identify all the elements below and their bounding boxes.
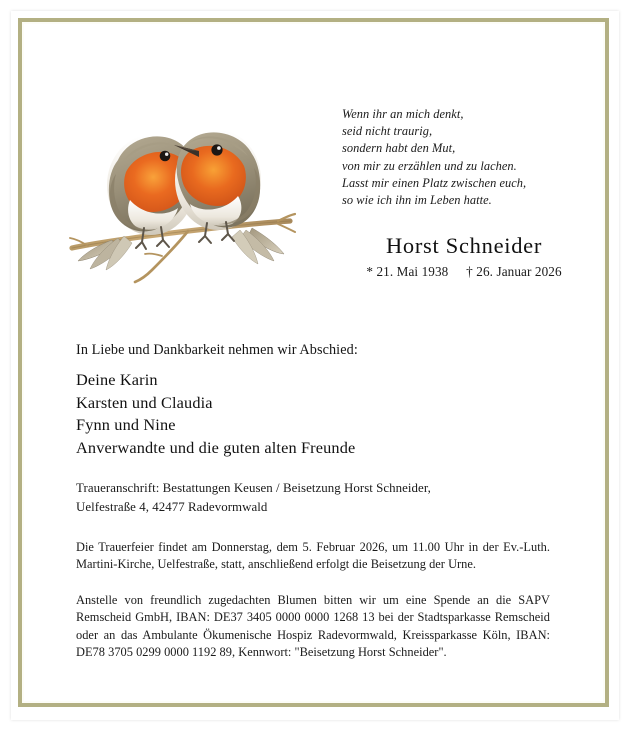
robins-illustration bbox=[66, 88, 296, 284]
deceased-name-block bbox=[330, 232, 598, 280]
deceased-name: Horst Schneider bbox=[385, 233, 543, 258]
poem-line-4: von mir zu erzählen und zu lachen. bbox=[342, 158, 517, 173]
mourning-address-line-2: Uelfestraße 4, 42477 Radevormwald bbox=[76, 499, 268, 514]
survivor-line: Fynn und Nine bbox=[76, 415, 176, 435]
survivor-line: Karsten und Claudia bbox=[76, 392, 213, 412]
poem-line-5: Lasst mir einen Platz zwischen euch, bbox=[342, 175, 527, 190]
survivor-line: Deine Karin bbox=[76, 370, 158, 389]
poem-line-2: seid nicht traurig, bbox=[342, 124, 433, 139]
survivors-list bbox=[76, 369, 355, 459]
survivor-line: Anverwandte und die guten alten Freunde bbox=[76, 437, 356, 457]
life-dates bbox=[330, 264, 598, 280]
robin-right bbox=[174, 130, 284, 264]
birth-date: 21. Mai 1938 bbox=[376, 264, 449, 279]
poem-line-1: Wenn ihr an mich denkt, bbox=[342, 107, 464, 121]
poem-line-6: so wie ich ihn im Leben hatte. bbox=[342, 193, 492, 208]
birth-symbol: * bbox=[366, 264, 374, 279]
mourning-address-line-1: Traueranschrift: Bestattungen Keusen / Beisetzung Horst Schneider, bbox=[76, 481, 431, 495]
mourning-address bbox=[76, 479, 546, 516]
ceremony-notice: Die Trauerfeier findet am Donnerstag, dem 5. Februar 2026, um 11.00 Uhr in der Ev.-Luth. Martini-Kirche, Uelfestraße, statt, anschließend erfolgt die Beisetzung der Urne. bbox=[76, 540, 550, 572]
donation-notice: Anstelle von freundlich zugedachten Blumen bitten wir um eine Spende an die SAPV Remscheid GmbH, IBAN: DE37 3405 0000 0000 1268 13 bei der Stadtsparkasse Remscheid oder an das Ambulante Ökumenische Hospiz Radevormwald, Kreissparkasse Köln, IBAN: DE78 3705 0299 0000 1192 89, Kennwort: "Beisetzung Horst Schneider". bbox=[76, 593, 550, 660]
poem-line-3: sondern habt den Mut, bbox=[342, 141, 456, 156]
farewell-intro: In Liebe und Dankbarkeit nehmen wir Abschied: bbox=[76, 342, 358, 358]
death-symbol: † bbox=[466, 264, 473, 279]
memorial-poem bbox=[342, 106, 592, 209]
death-date: 26. Januar 2026 bbox=[476, 264, 562, 279]
